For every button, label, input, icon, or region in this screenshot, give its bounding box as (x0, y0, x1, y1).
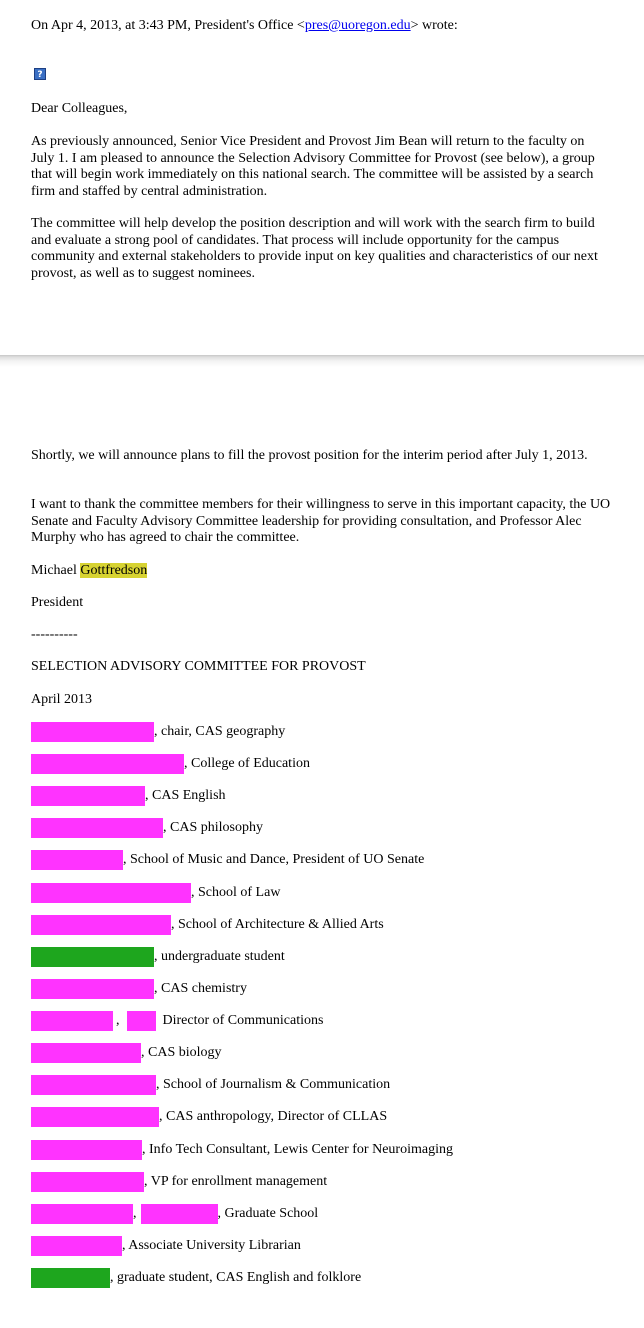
separator-line: ---------- (31, 627, 78, 642)
committee-member: , CAS biology (31, 1043, 222, 1063)
committee-member: , College of Education (31, 754, 310, 774)
redaction-bar (31, 947, 154, 967)
redaction-bar (31, 722, 154, 742)
committee-member: , CAS English (31, 786, 226, 806)
paragraph-4: I want to thank the committee members for their willingness to serve in this important capacity, the UO Senate and Faculty Advisory Committee leadership for providing consultation, and Professor Alec Murphy who has agreed to chair the committee. (31, 497, 611, 545)
committee-member: , School of Journalism & Communication (31, 1075, 390, 1095)
committee-member: , , Graduate School (31, 1204, 318, 1224)
redaction-bar (31, 1011, 113, 1031)
paragraph-1: As previously announced, Senior Vice President and Provost Jim Bean will return to the faculty on July 1. I am pleased to announce the Selection Advisory Committee for Provost (see below), a group that will begin work immediately on this national search. The committee will be assisted by a search firm and staffed by central administration. (31, 134, 595, 199)
redaction-bar (141, 1204, 218, 1224)
greeting: Dear Colleagues, (31, 101, 128, 116)
sender-email-link[interactable]: pres@uoregon.edu (304, 18, 411, 33)
committee-member: , chair, CAS geography (31, 722, 285, 742)
committee-title: SELECTION ADVISORY COMMITTEE FOR PROVOST (31, 659, 366, 674)
committee-member: , CAS anthropology, Director of CLLAS (31, 1107, 387, 1127)
redaction-bar (31, 754, 184, 774)
redaction-bar (127, 1011, 156, 1031)
committee-member: , CAS chemistry (31, 979, 247, 999)
redaction-bar (31, 850, 123, 870)
committee-member: , Associate University Librarian (31, 1236, 301, 1256)
highlighted-surname: Gottfredson (80, 563, 148, 578)
broken-image-icon: ? (34, 68, 46, 80)
page-two (0, 372, 644, 1328)
committee-member: , undergraduate student (31, 947, 285, 967)
signature-title: President (31, 595, 84, 610)
committee-member: , School of Architecture & Allied Arts (31, 915, 384, 935)
redaction-bar (31, 1268, 110, 1288)
committee-member: , Info Tech Consultant, Lewis Center for Neuroimaging (31, 1140, 453, 1160)
redaction-bar (31, 1172, 144, 1192)
page-divider (0, 355, 644, 372)
paragraph-3: Shortly, we will announce plans to fill the provost position for the interim period after July 1, 2013. (31, 448, 588, 463)
committee-member: , CAS philosophy (31, 818, 263, 838)
paragraph-2: The committee will help develop the position description and will work with the search firm to build and evaluate a strong pool of candidates. That process will include opportunity for the campus community and external stakeholders to provide input on key qualities and characteristics of our next provost, as well as to suggest nominees. (31, 216, 598, 281)
redaction-bar (31, 1075, 156, 1095)
redaction-bar (31, 1204, 133, 1224)
redaction-bar (31, 883, 191, 903)
committee-member: , graduate student, CAS English and folklore (31, 1268, 361, 1288)
redaction-bar (31, 786, 145, 806)
redaction-bar (31, 818, 163, 838)
redaction-bar (31, 1107, 159, 1127)
signature-name: Michael Gottfredson (31, 563, 148, 578)
redaction-bar (31, 915, 171, 935)
committee-member: , School of Law (31, 883, 280, 903)
redaction-bar (31, 1043, 141, 1063)
redaction-bar (31, 979, 154, 999)
committee-member: , VP for enrollment management (31, 1172, 327, 1192)
committee-member: , School of Music and Dance, President of UO Senate (31, 850, 424, 870)
committee-member: , Director of Communications (31, 1011, 323, 1031)
committee-date: April 2013 (31, 692, 93, 707)
page-one (0, 0, 644, 355)
redaction-bar (31, 1236, 122, 1256)
email-quote-header: On Apr 4, 2013, at 3:43 PM, President's Office <pres@uoregon.edu> wrote: (31, 18, 458, 33)
redaction-bar (31, 1140, 142, 1160)
